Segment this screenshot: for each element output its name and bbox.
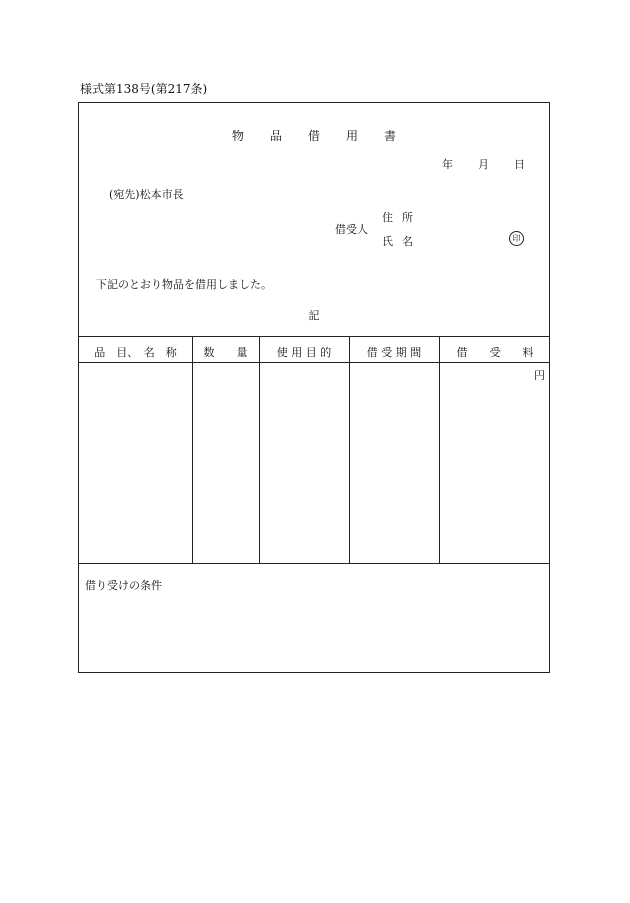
addressee: (宛先)松本市長 [109, 188, 184, 201]
date-day: 日 [514, 158, 525, 171]
header-period: 借 受 期 間 [366, 346, 422, 359]
header-fee: 借 受 料 [456, 346, 534, 359]
column-divider [192, 336, 193, 563]
table-header-line [79, 362, 549, 363]
table-bottom-line [79, 563, 549, 564]
title-char: 品 [269, 129, 282, 143]
form-title [79, 127, 549, 144]
statement: 下記のとおり物品を借用しました。 [96, 278, 272, 291]
form-number: 様式第138号(第217条) [80, 82, 208, 96]
date-year: 年 [442, 158, 453, 171]
header-item-name: 品 目、 名 称 [94, 346, 177, 359]
form-frame [78, 102, 550, 673]
date-month: 月 [478, 158, 489, 171]
header-purpose: 使 用 目 的 [276, 346, 332, 359]
column-divider [349, 336, 350, 563]
borrower-label: 借受人 [335, 223, 368, 236]
title-char: 用 [346, 129, 359, 143]
address-label: 住所 [382, 211, 422, 224]
title-char: 物 [231, 129, 244, 143]
column-divider [439, 336, 440, 563]
column-divider [259, 336, 260, 563]
fee-unit: 円 [534, 369, 545, 382]
title-char: 書 [384, 129, 397, 143]
header-quantity: 数 量 [203, 346, 248, 359]
ki-label: 記 [308, 309, 320, 322]
title-char: 借 [307, 129, 320, 143]
table-top-line [79, 336, 549, 337]
conditions-label: 借り受けの条件 [85, 579, 162, 592]
seal-icon: 印 [509, 231, 524, 246]
name-label: 氏名 [382, 235, 422, 248]
